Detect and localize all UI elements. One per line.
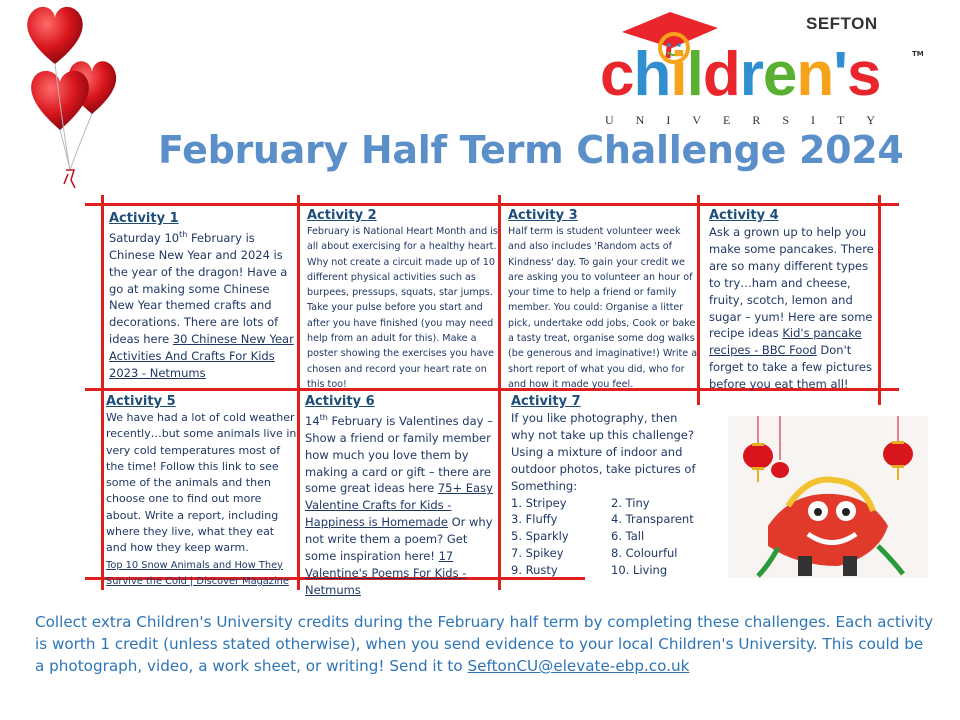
grid-line	[878, 195, 881, 405]
activity-4-heading: Activity 4	[709, 208, 779, 223]
activity-2-text: February is National Heart Month and is all about exercising for a healthy heart. Why not create a circuit made up of 10 different physical activities such as burpees, pressups, squats, star jumps. Take your pulse before you start and after you have finished (you may need help from an adult for this). Make a poster showing the exercises you have chosen and record your heart rate on this too!	[307, 226, 498, 390]
activity-3-text: Half term is student volunteer week and also includes 'Random acts of Kindness' day. To gain your credit we are asking you to volunteer an hour of your time to help a friend or family member. You could: Organise a litter pick, undertake odd jobs, Cook or bake a tasty treat, organise some dog walks (be generous and imaginative!) Write a short report of what you did, who for and how it made you feel.	[508, 226, 698, 390]
activity-6-link-2[interactable]: 17 Valentine's Poems For Kids - Netmums	[305, 549, 467, 597]
list-item: 9. Rusty	[511, 563, 558, 578]
logo-sefton-text: SEFTON	[806, 14, 878, 33]
list-item: 6. Tall	[611, 529, 645, 544]
logo-letter: l	[686, 40, 703, 109]
logo-letter: n	[796, 40, 834, 109]
logo-letter: c	[600, 40, 634, 109]
activity-4-text: Ask a grown up to help you make some pancakes. There are so many different types to try…ham and cheese, fruity, scotch, lemon and sugar – yum! Here are some recipe ideas	[709, 225, 874, 341]
list-item: 3. Fluffy	[511, 512, 558, 527]
activity-5-heading: Activity 5	[106, 394, 176, 409]
activity-4-cell: Activity 4 Ask a grown up to help you make some pancakes. There are so many different types to try…ham and cheese, fruity, scotch, lemon and sugar – yum! Here are some recipe ideas Kid's pancake recipes - BBC Food Don't forget to take a few pictures before you eat them all!	[709, 207, 877, 393]
activity-7-text: If you like photography, then why not take up this challenge? Using a mixture of indoor and outdoor photos, take pictures of Something:	[511, 411, 696, 493]
page-title: February Half Term Challenge 2024	[158, 128, 904, 172]
list-item: 7. Spikey	[511, 546, 564, 561]
heart-icon	[27, 7, 82, 64]
activity-1-link[interactable]: 30 Chinese New Year Activities And Crafts For Kids 2023 - Netmums	[109, 332, 294, 381]
list-item: 10. Living	[611, 563, 668, 578]
activity-5-cell	[106, 393, 298, 589]
activity-6-heading: Activity 6	[305, 394, 375, 409]
grid-line	[101, 195, 104, 590]
activity-7-list	[511, 495, 697, 580]
activity-1-text: Saturday 10	[109, 230, 180, 245]
activity-7-cell	[511, 393, 697, 579]
list-item: 2. Tiny	[611, 495, 650, 510]
grid-line	[85, 203, 899, 206]
footer-text: Collect extra Children's University credits during the February half term by completing these challenges. Each activity is worth 1 credit (unless stated otherwise), when you send evidence to your local Children's University. This could be a photograph, video, a work sheet, or writing! Send it to	[35, 613, 934, 675]
list-item: 1. Stripey	[511, 495, 567, 510]
activity-1-cell: Activity 1 Saturday 10th February is Chinese New Year and 2024 is the year of the dragon! Have a go at making some Chinese New Year themed crafts and decorations. There are lots of ideas here 30 Chinese New Year Activities And Crafts For Kids 2023 - Netmums	[109, 211, 294, 381]
activity-6-link[interactable]: 75+ Easy Valentine Crafts for Kids - Happiness is Homemade	[305, 481, 493, 530]
activity-1-heading: Activity 1	[109, 211, 179, 226]
logo-letter: s	[846, 40, 881, 109]
list-item: 4. Transparent	[611, 512, 694, 527]
logo-letter: r	[739, 40, 763, 109]
list-item: 8. Colourful	[611, 546, 678, 561]
logo-letter: d	[702, 40, 740, 109]
logo-letter: e	[762, 40, 797, 109]
activity-3-cell	[508, 207, 698, 392]
logo-trademark: TM	[912, 50, 924, 58]
logo-letter: '	[833, 40, 847, 109]
activity-2-cell	[307, 207, 499, 392]
activity-2-heading: Activity 2	[307, 208, 377, 223]
activity-6-text: 14	[305, 413, 320, 428]
activity-4-link[interactable]: Kid's pancake recipes - BBC Food	[709, 326, 862, 358]
list-item: 5. Sparkly	[511, 529, 569, 544]
logo-letter: i	[670, 40, 687, 109]
lion-dance-image	[728, 416, 928, 578]
activity-6-cell: Activity 6 14th February is Valentines day – Show a friend or family member how much you love them by making a card or gift – there are some great ideas here 75+ Easy Valentine Crafts for Kids - Happiness is Homemade Or why not write them a poem? Get some inspiration here! 17 Valentine's Poems For Kids - Netmums	[305, 393, 497, 599]
logo-letter: h	[633, 40, 671, 109]
footer-email-link[interactable]: SeftonCU@elevate-ebp.co.uk	[467, 657, 690, 675]
activity-7-heading: Activity 7	[511, 394, 581, 409]
activity-5-text: We have had a lot of cold weather recently…but some animals live in very cold temperatures most of the time! Follow this link to see some of the animals and then choose one to find out more about. Write a report, including where they live, what they eat and how they keep warm.	[106, 411, 297, 555]
logo-university-text: UNIVERSITY	[605, 113, 897, 127]
logo-childrens-word	[600, 40, 880, 110]
heart-balloons-image	[22, 2, 122, 198]
footer-note	[35, 611, 935, 677]
activity-5-link[interactable]: Top 10 Snow Animals and How They Survive the Cold | Discover Magazine	[106, 559, 289, 587]
activity-3-heading: Activity 3	[508, 208, 578, 223]
